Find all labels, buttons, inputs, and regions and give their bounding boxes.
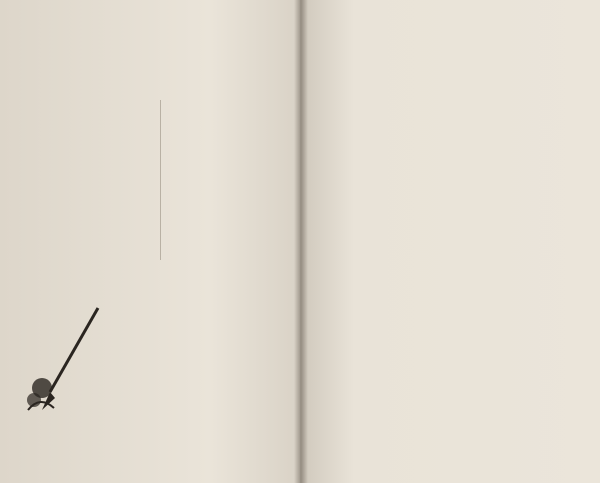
book-gutter [294, 0, 308, 483]
right-bottom-text [318, 252, 588, 467]
right-page [300, 0, 600, 483]
left-intro-text [175, 58, 285, 258]
poem-bottom [135, 252, 285, 452]
right-top-text [318, 36, 590, 284]
brush-and-flower-illustration-icon [20, 300, 110, 420]
